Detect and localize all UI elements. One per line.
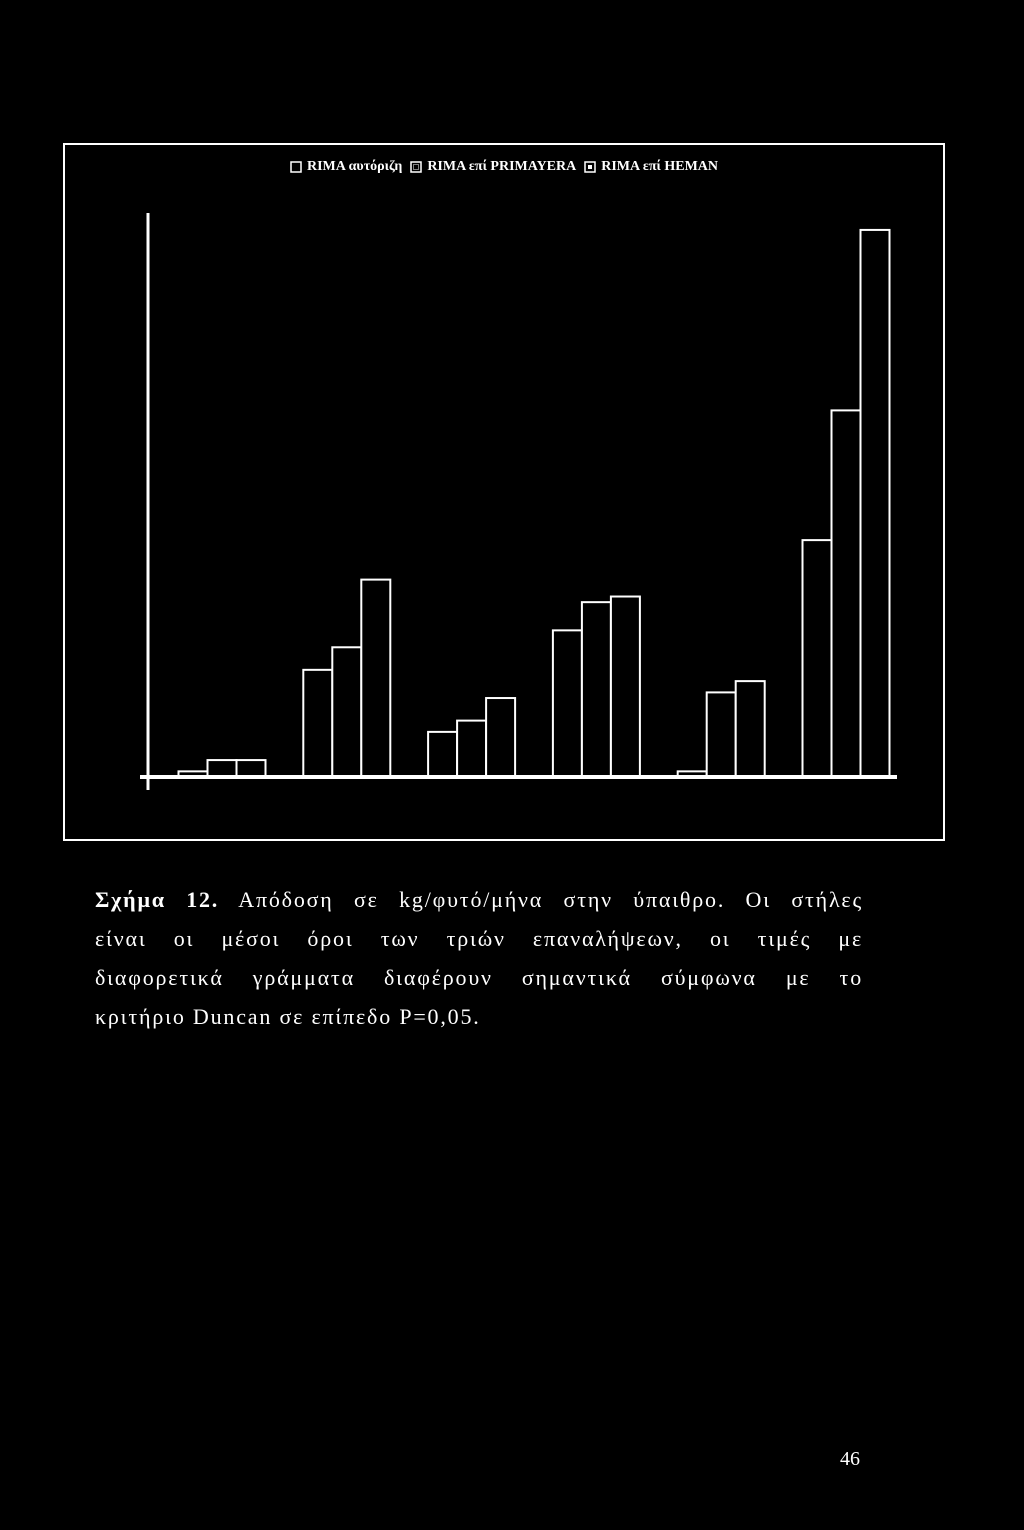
- caption-line-3: διαφορετικά γράμματα διαφέρουν σημαντικά σύμφωνα με το: [95, 965, 863, 990]
- bar-series-2-group-6: [832, 410, 861, 777]
- figure-frame: [63, 143, 945, 841]
- bar-series-3-group-5: [736, 681, 765, 777]
- page-number: 46: [840, 1448, 860, 1470]
- bar-series-3-group-6: [861, 230, 890, 777]
- bar-series-2-group-4: [582, 602, 611, 777]
- bar-series-1-group-6: [803, 540, 832, 777]
- bar-series-2-group-5: [707, 692, 736, 777]
- bar-series-3-group-2: [361, 580, 390, 777]
- bar-series-1-group-3: [428, 732, 457, 777]
- caption-line-1: [95, 880, 863, 919]
- bar-chart: [65, 145, 943, 839]
- caption-text: Απόδοση σε kg/φυτό/μήνα στην ύπαιθρο. Οι στήλες: [238, 887, 863, 912]
- caption-label: Σχήμα 12.: [95, 887, 220, 912]
- caption-line-2: είναι οι μέσοι όροι των τριών επαναλήψεων, οι τιμές με: [95, 926, 863, 951]
- bar-series-3-group-4: [611, 597, 640, 777]
- bar-series-3-group-3: [486, 698, 515, 777]
- bar-series-2-group-1: [208, 760, 237, 777]
- legend-label: RIMA επί HEMAN: [601, 159, 718, 174]
- bar-group-container: [179, 230, 890, 777]
- legend-label: RIMA επί PRIMAYERA: [427, 159, 577, 174]
- legend-label: RIMA αυτόριζη: [307, 159, 403, 174]
- caption-line-4: κριτήριο Duncan σε επίπεδο P=0,05.: [95, 1004, 481, 1029]
- bar-series-3-group-1: [237, 760, 266, 777]
- bar-series-1-group-4: [553, 630, 582, 777]
- figure-caption: [95, 880, 863, 1036]
- bar-series-2-group-3: [457, 721, 486, 777]
- bar-series-2-group-2: [332, 647, 361, 777]
- bar-series-1-group-2: [303, 670, 332, 777]
